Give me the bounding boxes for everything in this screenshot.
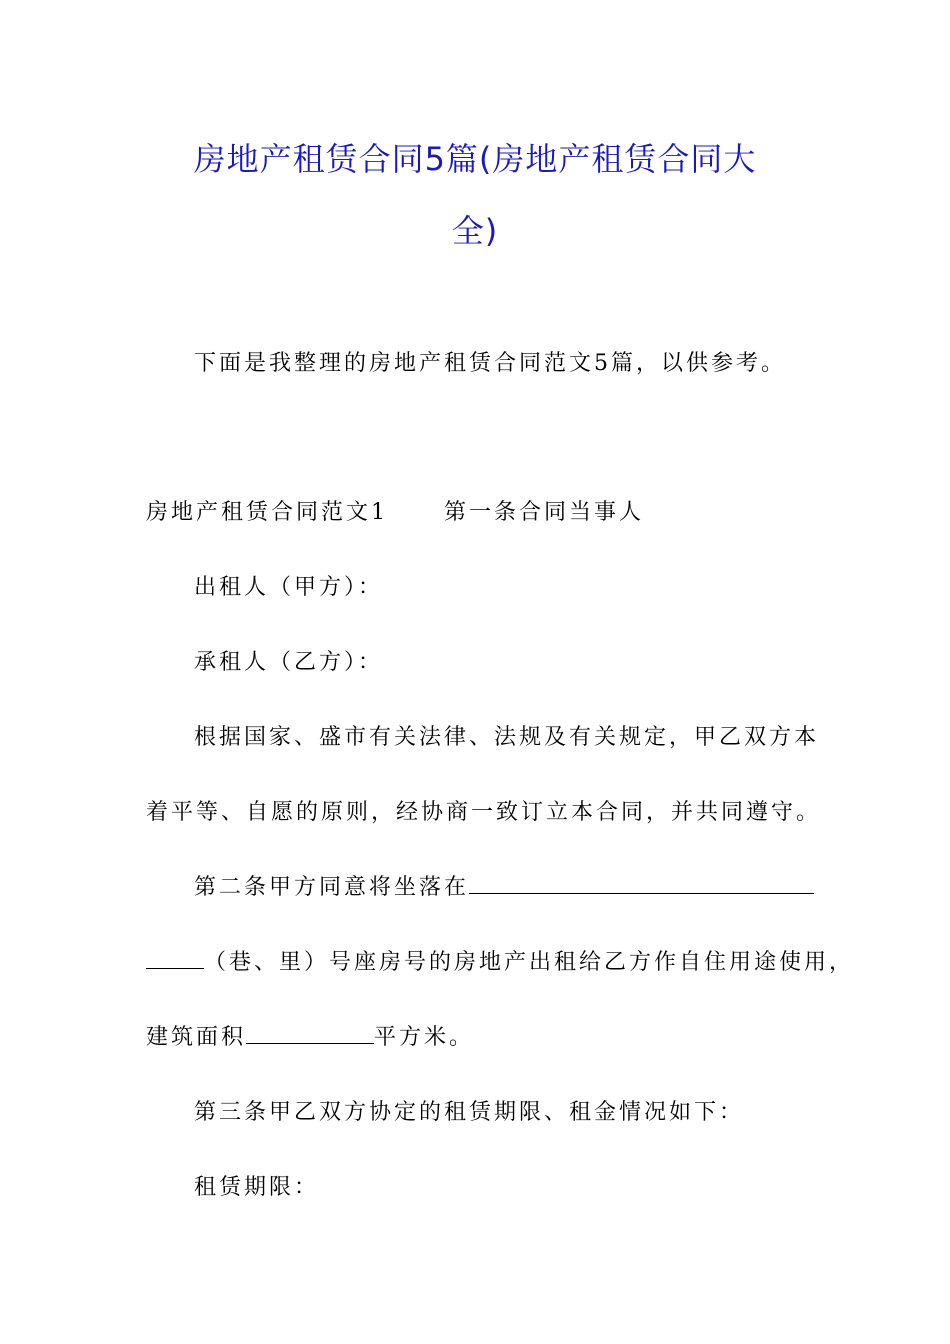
area-unit: 平方米。	[374, 1025, 475, 1050]
article1-heading: 第一条合同当事人	[444, 500, 645, 525]
document-title-line2: 全)	[451, 212, 499, 250]
article2-line-2	[146, 945, 854, 976]
basis-line-2: 着平等、自愿的原则，经协商一致订立本合同，并共同遵守。	[146, 800, 822, 825]
area-label: 建筑面积	[146, 1025, 247, 1050]
lane-blank	[146, 948, 204, 969]
area-blank	[246, 1023, 374, 1044]
lessee-line: 承租人（乙方）：	[194, 650, 384, 675]
sample-heading: 房地产租赁合同范文1	[146, 500, 388, 525]
article2-line-3	[146, 1020, 474, 1051]
article2-text-2: （巷、里）号座房号的房地产出租给乙方作自住用途使用，	[204, 950, 855, 975]
article3-line: 第三条甲乙双方协定的租赁期限、租金情况如下：	[194, 1100, 745, 1125]
lessor-line: 出租人（甲方）：	[194, 575, 384, 600]
lease-term-line: 租赁期限：	[194, 1175, 320, 1200]
article2-line-1	[194, 870, 814, 901]
basis-line-1: 根据国家、盛市有关法律、法规及有关规定，甲乙双方本	[194, 725, 820, 750]
sample-heading-row	[146, 495, 644, 526]
document-title-line1: 房地产租赁合同5篇(房地产租赁合同大	[193, 140, 757, 178]
intro-paragraph: 下面是我整理的房地产租赁合同范文5篇，以供参考。	[194, 351, 786, 376]
location-blank	[469, 873, 814, 894]
article2-text-1: 第二条甲方同意将坐落在	[194, 875, 470, 900]
